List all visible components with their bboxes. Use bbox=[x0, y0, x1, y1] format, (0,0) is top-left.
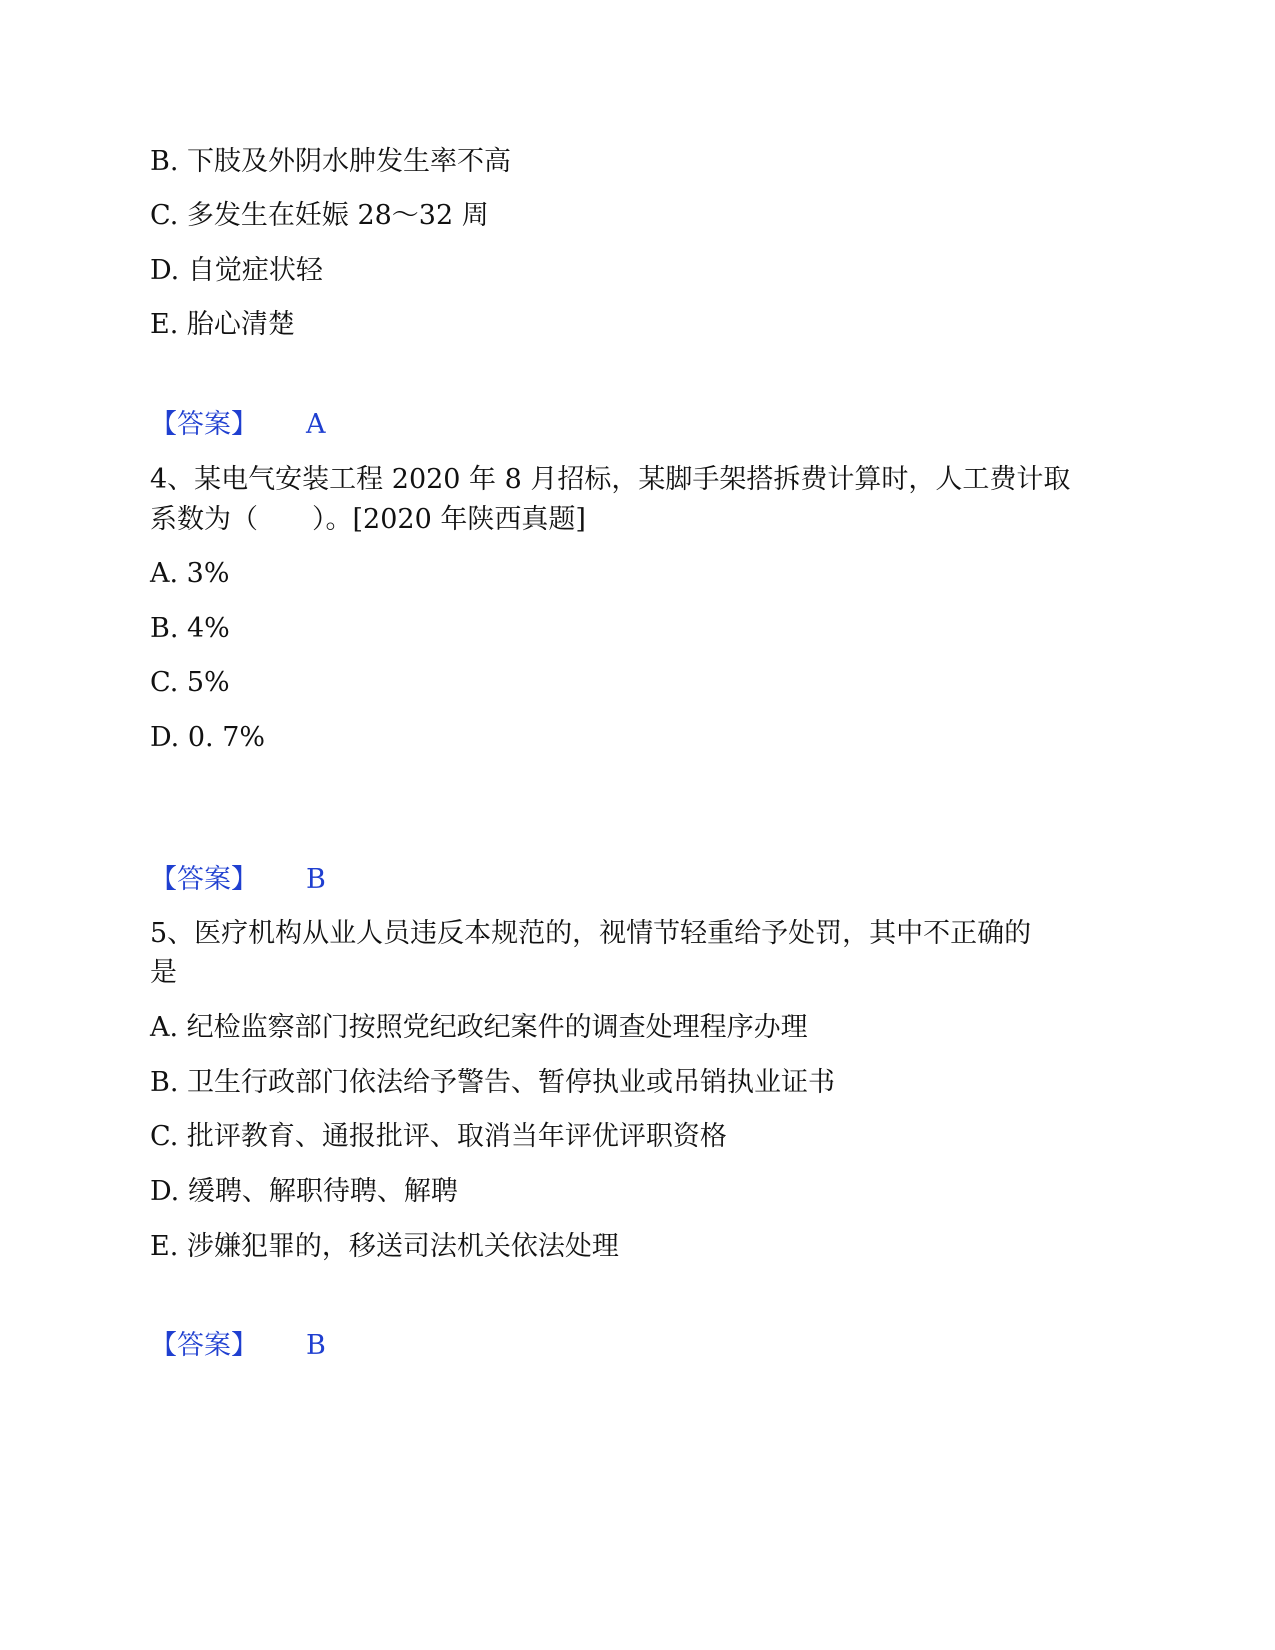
q5-option-d: D. 缓聘、解职待聘、解聘 bbox=[150, 1176, 458, 1207]
q4-stem-line1: 4、某电气安装工程 2020 年 8 月招标，某脚手架搭拆费计算时，人工费计取 bbox=[150, 464, 1071, 495]
q3-option-c: C. 多发生在妊娠 28～32 周 bbox=[150, 200, 489, 231]
q3-option-b: B. 下肢及外阴水肿发生率不高 bbox=[150, 146, 512, 177]
q5-option-e: E. 涉嫌犯罪的，移送司法机关依法处理 bbox=[150, 1231, 619, 1262]
answer-value: B bbox=[306, 864, 326, 895]
q4-option-b: B. 4% bbox=[150, 613, 230, 644]
q4-option-d: D. 0. 7% bbox=[150, 722, 266, 753]
answer-label: 【答案】 bbox=[150, 864, 258, 895]
answer-label: 【答案】 bbox=[150, 409, 258, 440]
answer-value: A bbox=[306, 409, 326, 440]
q4-stem-line2: 系数为（ ）。[2020 年陕西真题] bbox=[150, 504, 586, 535]
q3-option-e: E. 胎心清楚 bbox=[150, 309, 295, 340]
q3-answer bbox=[150, 407, 326, 443]
q5-answer bbox=[150, 1328, 326, 1364]
q5-stem-line1: 5、医疗机构从业人员违反本规范的，视情节轻重给予处罚，其中不正确的 bbox=[150, 918, 1032, 949]
q3-option-d: D. 自觉症状轻 bbox=[150, 255, 323, 286]
q5-option-a: A. 纪检监察部门按照党纪政纪案件的调查处理程序办理 bbox=[150, 1012, 808, 1043]
q4-option-a: A. 3% bbox=[150, 558, 230, 589]
q5-stem-line2: 是 bbox=[150, 957, 177, 988]
answer-value: B bbox=[306, 1330, 326, 1361]
q4-answer bbox=[150, 862, 326, 898]
q4-option-c: C. 5% bbox=[150, 667, 230, 698]
q5-option-b: B. 卫生行政部门依法给予警告、暂停执业或吊销执业证书 bbox=[150, 1067, 836, 1098]
answer-label: 【答案】 bbox=[150, 1330, 258, 1361]
q5-option-c: C. 批评教育、通报批评、取消当年评优评职资格 bbox=[150, 1121, 727, 1152]
